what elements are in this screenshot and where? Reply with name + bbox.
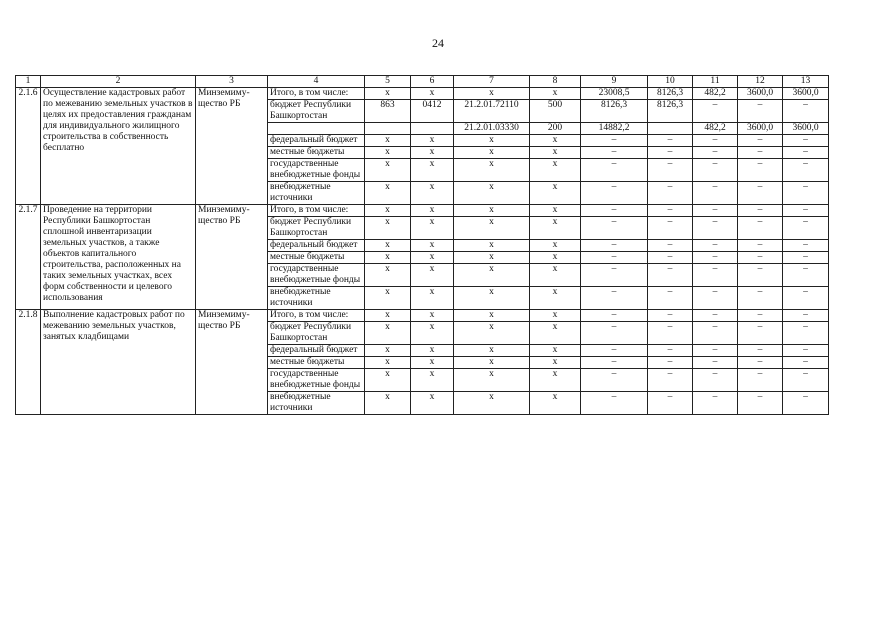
cell-c6: x (411, 357, 454, 369)
cell-c6: 0412 (411, 100, 454, 123)
cell-c5: x (365, 240, 411, 252)
cell-c10: – (648, 159, 693, 182)
cell-c12: – (738, 217, 783, 240)
cell-c11: – (693, 310, 738, 322)
cell-c5: x (365, 322, 411, 345)
column-number-10: 10 (648, 76, 693, 88)
cell-c10: – (648, 264, 693, 287)
cell-c13: – (783, 392, 829, 415)
cell-c12: – (738, 345, 783, 357)
cell-c5: x (365, 264, 411, 287)
cell-c6: x (411, 135, 454, 147)
cell-c6: x (411, 182, 454, 205)
cell-c12: – (738, 310, 783, 322)
cell-c10: – (648, 147, 693, 159)
cell-c13: 3600,0 (783, 88, 829, 100)
cell-c9: – (581, 322, 648, 345)
cell-c7: x (454, 357, 530, 369)
cell-c6: x (411, 264, 454, 287)
cell-c8: x (530, 369, 581, 392)
cell-c5: x (365, 205, 411, 217)
column-number-1: 1 (16, 76, 41, 88)
cell-c8: x (530, 147, 581, 159)
cell-c8: 500 (530, 100, 581, 123)
cell-c5: x (365, 392, 411, 415)
table-row (16, 310, 829, 322)
cell-c7: 21.2.01.03330 (454, 123, 530, 135)
section-name: Осуществление кадастровых работ по межеванию земельных участков в целях их предоставления гражданам для индивидуального жилищного строительства в собственность бесплатно (41, 88, 196, 205)
cell-c7: x (454, 310, 530, 322)
cell-c11: – (693, 147, 738, 159)
column-number-12: 12 (738, 76, 783, 88)
cell-c11: – (693, 369, 738, 392)
cell-c12: – (738, 159, 783, 182)
column-number-4: 4 (268, 76, 365, 88)
cell-c11: – (693, 287, 738, 310)
section-executor: Минземиму-щество РБ (196, 205, 268, 310)
cell-c11: 482,2 (693, 123, 738, 135)
cell-c9: – (581, 147, 648, 159)
cell-c7: x (454, 322, 530, 345)
cell-c5 (365, 123, 411, 135)
cell-c6: x (411, 159, 454, 182)
cell-c10: – (648, 357, 693, 369)
table-row (16, 88, 829, 100)
cell-c12: 3600,0 (738, 88, 783, 100)
funding-source: внебюджетные источники (268, 182, 365, 205)
cell-c13: – (783, 369, 829, 392)
cell-c11: – (693, 182, 738, 205)
cell-c9: – (581, 287, 648, 310)
cell-c9: – (581, 357, 648, 369)
cell-c11: – (693, 345, 738, 357)
cell-c9: – (581, 159, 648, 182)
cell-c12: 3600,0 (738, 123, 783, 135)
cell-c9: – (581, 310, 648, 322)
cell-c11: – (693, 392, 738, 415)
cell-c8: x (530, 322, 581, 345)
cell-c13: – (783, 345, 829, 357)
column-number-5: 5 (365, 76, 411, 88)
cell-c9: – (581, 392, 648, 415)
funding-source: государственные внебюджетные фонды (268, 159, 365, 182)
cell-c11: – (693, 264, 738, 287)
cell-c6: x (411, 147, 454, 159)
funding-source: федеральный бюджет (268, 135, 365, 147)
cell-c5: x (365, 252, 411, 264)
cell-c13: – (783, 264, 829, 287)
cell-c9: – (581, 369, 648, 392)
cell-c8: x (530, 205, 581, 217)
cell-c13: – (783, 205, 829, 217)
header-row (16, 76, 829, 88)
cell-c7: x (454, 182, 530, 205)
cell-c13: – (783, 310, 829, 322)
cell-c6: x (411, 240, 454, 252)
cell-c11: – (693, 100, 738, 123)
cell-c6: x (411, 287, 454, 310)
cell-c6: x (411, 369, 454, 392)
cell-c12: – (738, 100, 783, 123)
funding-source: государственные внебюджетные фонды (268, 369, 365, 392)
cell-c8: x (530, 345, 581, 357)
cell-c11: – (693, 252, 738, 264)
cell-c10: – (648, 287, 693, 310)
cell-c8: 200 (530, 123, 581, 135)
cell-c5: x (365, 135, 411, 147)
cell-c7: x (454, 147, 530, 159)
cell-c13: – (783, 357, 829, 369)
column-number-2: 2 (41, 76, 196, 88)
cell-c6: x (411, 322, 454, 345)
cell-c12: – (738, 135, 783, 147)
cell-c10: – (648, 310, 693, 322)
cell-c11: – (693, 240, 738, 252)
cell-c10: 8126,3 (648, 100, 693, 123)
column-number-7: 7 (454, 76, 530, 88)
funding-source: Итого, в том числе: (268, 205, 365, 217)
cell-c6: x (411, 217, 454, 240)
cell-c11: – (693, 217, 738, 240)
cell-c6: x (411, 345, 454, 357)
cell-c10: – (648, 369, 693, 392)
funding-source: бюджет Республики Башкортостан (268, 217, 365, 240)
funding-source: государственные внебюджетные фонды (268, 264, 365, 287)
cell-c12: – (738, 147, 783, 159)
cell-c6: x (411, 88, 454, 100)
column-number-9: 9 (581, 76, 648, 88)
page-number: 24 (432, 36, 444, 50)
cell-c13: – (783, 100, 829, 123)
cell-c6: x (411, 252, 454, 264)
cell-c13: – (783, 147, 829, 159)
cell-c13: – (783, 322, 829, 345)
cell-c9: 8126,3 (581, 100, 648, 123)
funding-source: федеральный бюджет (268, 345, 365, 357)
column-number-13: 13 (783, 76, 829, 88)
cell-c10 (648, 123, 693, 135)
section-executor: Минземиму-щество РБ (196, 88, 268, 205)
column-number-6: 6 (411, 76, 454, 88)
cell-c5: x (365, 88, 411, 100)
cell-c13: – (783, 240, 829, 252)
table-row (16, 205, 829, 217)
funding-source (268, 123, 365, 135)
cell-c5: x (365, 147, 411, 159)
cell-c9: – (581, 252, 648, 264)
cell-c8: x (530, 159, 581, 182)
cell-c10: – (648, 240, 693, 252)
cell-c12: – (738, 182, 783, 205)
cell-c7: x (454, 369, 530, 392)
cell-c5: x (365, 182, 411, 205)
cell-c7: x (454, 135, 530, 147)
cell-c8: x (530, 264, 581, 287)
cell-c11: 482,2 (693, 88, 738, 100)
cell-c13: – (783, 182, 829, 205)
cell-c6: x (411, 205, 454, 217)
cell-c12: – (738, 252, 783, 264)
cell-c12: – (738, 287, 783, 310)
cell-c7: x (454, 392, 530, 415)
section-number: 2.1.8 (16, 310, 41, 415)
cell-c10: – (648, 392, 693, 415)
cell-c9: – (581, 205, 648, 217)
funding-source: бюджет Республики Башкортостан (268, 322, 365, 345)
cell-c12: – (738, 392, 783, 415)
cell-c11: – (693, 322, 738, 345)
cell-c12: – (738, 369, 783, 392)
cell-c7: x (454, 345, 530, 357)
cell-c10: – (648, 217, 693, 240)
cell-c5: x (365, 345, 411, 357)
cell-c7: x (454, 88, 530, 100)
cell-c8: x (530, 217, 581, 240)
cell-c9: – (581, 345, 648, 357)
funding-source: местные бюджеты (268, 357, 365, 369)
funding-source: местные бюджеты (268, 252, 365, 264)
cell-c13: – (783, 217, 829, 240)
section-number: 2.1.7 (16, 205, 41, 310)
cell-c8: x (530, 310, 581, 322)
cell-c13: – (783, 287, 829, 310)
funding-source: федеральный бюджет (268, 240, 365, 252)
cell-c8: x (530, 88, 581, 100)
funding-source: бюджет Республики Башкортостан (268, 100, 365, 123)
cell-c10: – (648, 135, 693, 147)
cell-c12: – (738, 322, 783, 345)
cell-c10: – (648, 322, 693, 345)
funding-source: внебюджетные источники (268, 392, 365, 415)
cell-c11: – (693, 159, 738, 182)
column-number-8: 8 (530, 76, 581, 88)
funding-source: местные бюджеты (268, 147, 365, 159)
cell-c8: x (530, 240, 581, 252)
cell-c6: x (411, 392, 454, 415)
section-number: 2.1.6 (16, 88, 41, 205)
cell-c5: x (365, 159, 411, 182)
section-name: Выполнение кадастровых работ по межеванию земельных участков, занятых кладбищами (41, 310, 196, 415)
cell-c5: x (365, 287, 411, 310)
cell-c5: x (365, 217, 411, 240)
cell-c10: – (648, 345, 693, 357)
cell-c13: – (783, 135, 829, 147)
cell-c8: x (530, 392, 581, 415)
cell-c12: – (738, 240, 783, 252)
column-number-11: 11 (693, 76, 738, 88)
cell-c10: – (648, 182, 693, 205)
cell-c5: x (365, 357, 411, 369)
cell-c7: x (454, 287, 530, 310)
section-name: Проведение на территории Республики Башкортостан сплошной инвентаризации земельных участков, а также объектов капитального строительства, расположенных на таких земельных участках, всех форм собственности и целевого использования (41, 205, 196, 310)
cell-c13: – (783, 159, 829, 182)
cell-c12: – (738, 264, 783, 287)
cell-c6: x (411, 310, 454, 322)
cell-c9: – (581, 182, 648, 205)
funding-source: внебюджетные источники (268, 287, 365, 310)
cell-c7: x (454, 240, 530, 252)
funding-source: Итого, в том числе: (268, 310, 365, 322)
cell-c7: x (454, 252, 530, 264)
cell-c12: – (738, 205, 783, 217)
cell-c8: x (530, 357, 581, 369)
cell-c13: 3600,0 (783, 123, 829, 135)
cell-c9: 23008,5 (581, 88, 648, 100)
cell-c7: 21.2.01.72110 (454, 100, 530, 123)
cell-c12: – (738, 357, 783, 369)
funding-source: Итого, в том числе: (268, 88, 365, 100)
cell-c9: – (581, 135, 648, 147)
cell-c11: – (693, 357, 738, 369)
budget-table (15, 75, 829, 415)
cell-c6 (411, 123, 454, 135)
cell-c10: – (648, 205, 693, 217)
cell-c8: x (530, 287, 581, 310)
cell-c13: – (783, 252, 829, 264)
cell-c7: x (454, 205, 530, 217)
cell-c5: 863 (365, 100, 411, 123)
cell-c8: x (530, 182, 581, 205)
cell-c7: x (454, 217, 530, 240)
column-number-3: 3 (196, 76, 268, 88)
section-executor: Минземиму-щество РБ (196, 310, 268, 415)
cell-c9: – (581, 240, 648, 252)
cell-c10: – (648, 252, 693, 264)
cell-c10: 8126,3 (648, 88, 693, 100)
cell-c8: x (530, 252, 581, 264)
cell-c9: – (581, 217, 648, 240)
cell-c11: – (693, 135, 738, 147)
cell-c5: x (365, 310, 411, 322)
cell-c9: 14882,2 (581, 123, 648, 135)
cell-c9: – (581, 264, 648, 287)
cell-c7: x (454, 159, 530, 182)
cell-c7: x (454, 264, 530, 287)
cell-c5: x (365, 369, 411, 392)
cell-c8: x (530, 135, 581, 147)
cell-c11: – (693, 205, 738, 217)
